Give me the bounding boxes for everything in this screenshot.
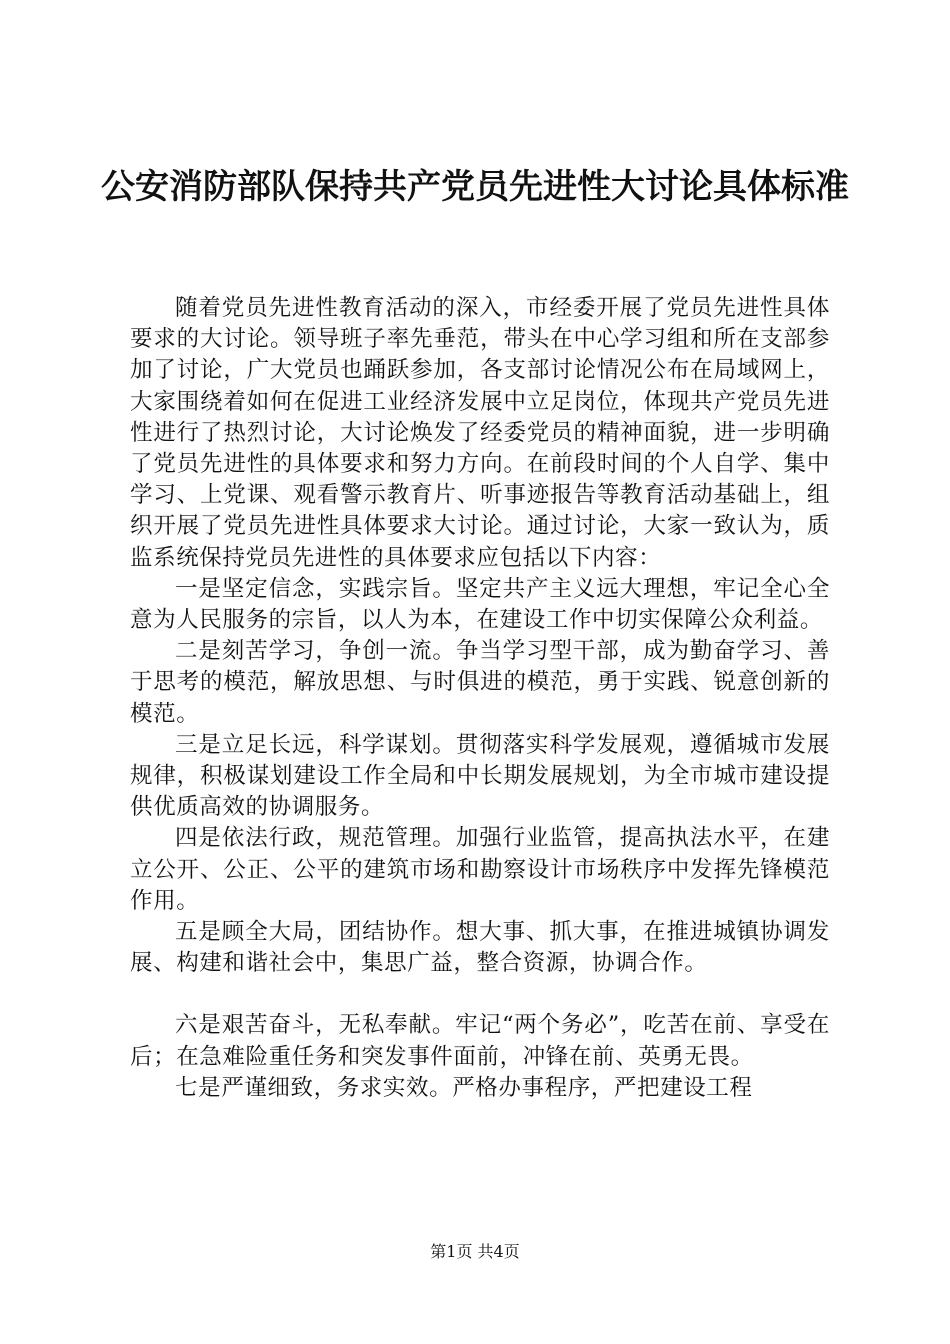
page-number: 第1页 共4页 [430, 1242, 520, 1261]
paragraph-point-5: 五是顾全大局，团结协作。想大事、抓大事，在推进城镇协调发展、构建和谐社会中，集思广益，整合资源，协调合作。 [130, 919, 830, 977]
document-body [130, 293, 830, 1104]
document-title: 公安消防部队保持共产党员先进性大讨论具体标准 [101, 167, 849, 207]
paragraph-point-3: 三是立足长远，科学谋划。贯彻落实科学发展观，遵循城市发展规律，积极谋划建设工作全局和中长期发展规划，为全市城市建设提供优质高效的协调服务。 [130, 731, 830, 821]
paragraph-point-4: 四是依法行政，规范管理。加强行业监管，提高执法水平，在建立公开、公正、公平的建筑市场和勘察设计市场秩序中发挥先锋模范作用。 [130, 825, 830, 914]
paragraph-point-7: 七是严谨细致，务求实效。严格办事程序，严把建设工程 [175, 1074, 753, 1101]
paragraph-point-1: 一是坚定信念，实践宗旨。坚定共产主义远大理想，牢记全心全意为人民服务的宗旨，以人为本，在建设工作中切实保障公众利益。 [130, 575, 830, 634]
paragraph-intro: 随着党员先进性教育活动的深入，市经委开展了党员先进性具体要求的大讨论。领导班子率先垂范，带头在中心学习组和所在支部参加了讨论，广大党员也踊跃参加，各支部讨论情况公布在局域网上，大家围绕着如何在促进工业经济发展中立足岗位，体现共产党员先进性进行了热烈讨论，大讨论焕发了经委党员的精神面貌，进一步明确了党员先进性的具体要求和努力方向。在前段时间的个人自学、集中学习、上党课、观看警示教育片、听事迹报告等教育活动基础上，组织开展了党员先进性具体要求大讨论。通过讨论，大家一致认为，质监系统保持党员先进性的具体要求应包括以下内容： [130, 295, 830, 571]
paragraph-point-2: 二是刻苦学习，争创一流。争当学习型干部，成为勤奋学习、善于思考的模范，解放思想、与时俱进的模范，勇于实践、锐意创新的模范。 [130, 638, 830, 727]
paragraph-point-6: 六是艰苦奋斗，无私奉献。牢记“两个务必”，吃苦在前、享受在后；在急难险重任务和突发事件面前，冲锋在前、英勇无畏。 [130, 1012, 830, 1070]
